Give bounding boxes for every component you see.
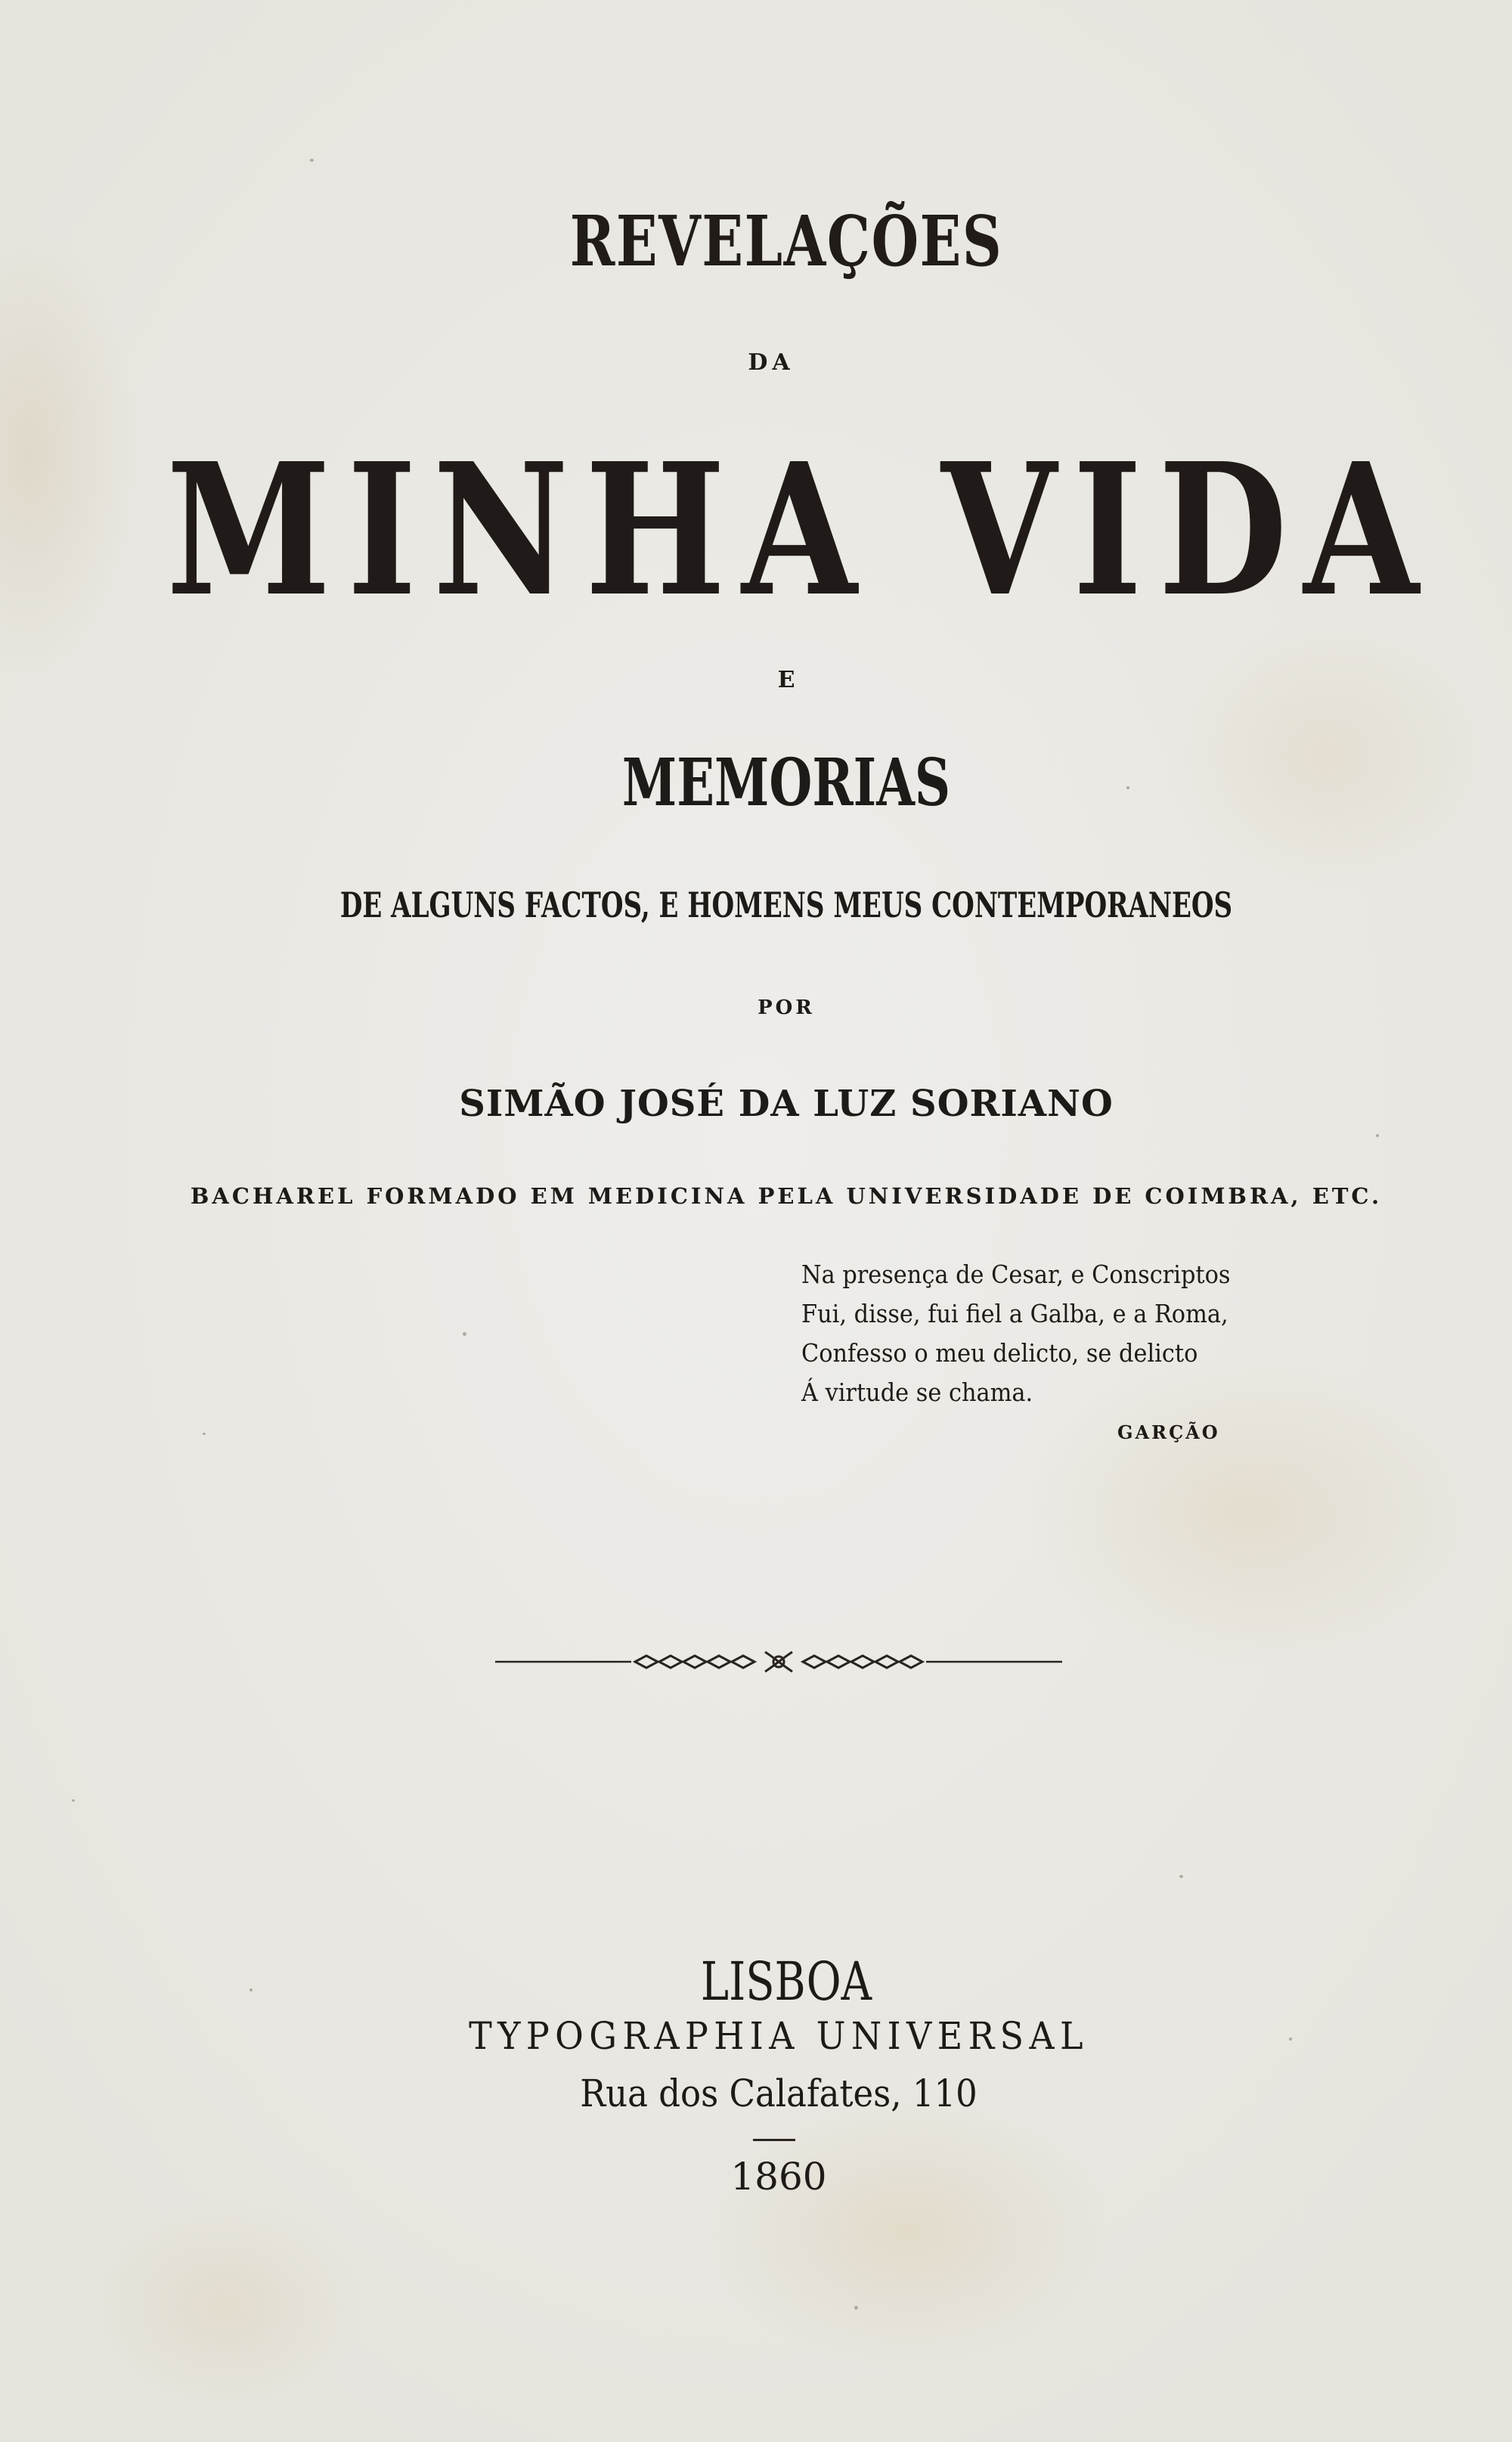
paper-speck <box>72 1799 75 1802</box>
title-line-revelacoes: REVELAÇÕES <box>569 200 1003 282</box>
ornament-divider <box>495 1644 1062 1679</box>
paper-speck <box>1289 2038 1292 2041</box>
byline-por: POR <box>758 996 815 1019</box>
title-connector-da: DA <box>748 349 795 376</box>
paper-speck <box>1126 786 1129 789</box>
imprint-year: 1860 <box>730 2155 827 2199</box>
epigraph <box>801 1255 1230 1412</box>
subtitle: DE ALGUNS FACTOS, E HOMENS MEUS CONTEMPORANEOS <box>339 885 1233 925</box>
paper-speck <box>249 1988 253 1991</box>
epigraph-line: Confesso o meu delicto, se delicto <box>801 1338 1198 1368</box>
epigraph-line: Á virtude se chama. <box>801 1377 1033 1407</box>
imprint-city: LISBOA <box>700 1951 872 2013</box>
imprint-rule <box>753 2139 795 2141</box>
paper-speck <box>463 1332 466 1336</box>
epigraph-attribution: GARÇÃO <box>1117 1421 1220 1443</box>
imprint-printer: TYPOGRAPHIA UNIVERSAL <box>469 2014 1089 2058</box>
title-memorias: MEMORIAS <box>621 745 951 821</box>
imprint-address: Rua dos Calafates, 110 <box>580 2072 978 2115</box>
paper-speck <box>310 159 314 162</box>
paper-speck <box>1179 1875 1183 1878</box>
author-credentials: BACHAREL FORMADO EM MEDICINA PELA UNIVERSIDADE DE COIMBRA, ETC. <box>190 1183 1383 1209</box>
epigraph-line: Na presença de Cesar, e Conscriptos <box>801 1260 1231 1289</box>
paper-speck <box>1376 1134 1379 1137</box>
paper-speck <box>854 2306 858 2310</box>
title-connector-e: E <box>777 667 795 693</box>
main-title: MINHA VIDA <box>166 423 1436 637</box>
paper-speck <box>203 1433 206 1435</box>
author-name: SIMÃO JOSÉ DA LUZ SORIANO <box>459 1083 1114 1125</box>
epigraph-line: Fui, disse, fui fiel a Galba, e a Roma, <box>801 1299 1228 1328</box>
